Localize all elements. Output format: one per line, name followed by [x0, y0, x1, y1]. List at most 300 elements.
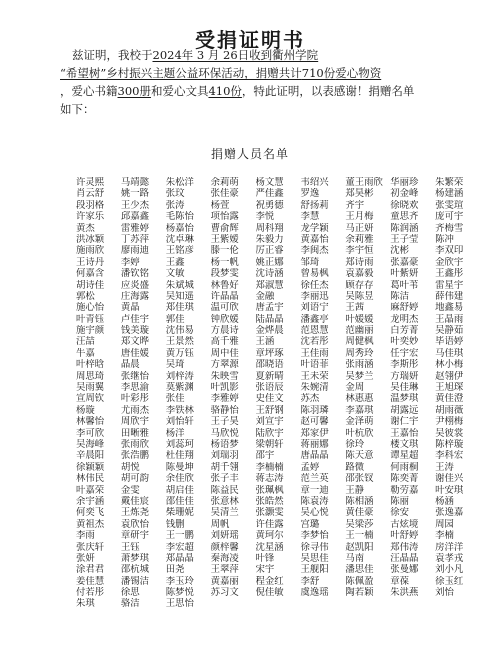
donor-name: 李雨: [76, 530, 95, 542]
donor-name: 颜梓馨: [210, 541, 239, 553]
donor-name: 杨萱: [210, 199, 230, 211]
donor-name: 厉正睿: [255, 245, 284, 257]
donor-name: 黄杰: [76, 222, 95, 234]
donor-name: 邵宇: [255, 450, 275, 462]
donor-name: 方瑞妍: [390, 370, 419, 382]
donor-name: 潘思佳: [345, 564, 374, 576]
donor-name: 朱琪: [76, 598, 95, 610]
donor-name: 唐孟宇: [255, 302, 284, 314]
donor-name: 王涛: [435, 461, 454, 473]
donor-name: 邹琦: [300, 256, 320, 268]
donor-name: 金融: [255, 290, 275, 302]
donor-name: 王子莹: [390, 233, 419, 245]
donor-name: 施心怡: [76, 302, 105, 314]
donor-name: 金雯: [120, 484, 140, 496]
donor-name: 吴梦兰: [345, 370, 374, 382]
donor-name: 刘语宁: [300, 302, 329, 314]
donor-name: 田尧: [165, 564, 185, 576]
donor-name: 杨洋: [165, 427, 185, 439]
donor-name: 黄晶: [120, 302, 140, 314]
donor-name: 李玉玲: [165, 575, 194, 587]
donor-name: 杨一帆: [210, 256, 239, 268]
donor-name: 朱繁荣: [435, 177, 464, 188]
donor-name: 陈天意: [345, 450, 374, 462]
donor-name: 汪晶晶: [390, 552, 419, 564]
donor-name: 钟欣媛: [210, 313, 239, 325]
donor-name: 地鑫易: [435, 302, 464, 314]
donor-name: 陈羽璘: [300, 404, 329, 416]
donor-name: 路微: [345, 461, 365, 473]
donor-name: 周科翔: [255, 222, 284, 234]
donor-name: 陈润涵: [390, 222, 419, 234]
donor-name: 朱婉清: [300, 382, 329, 394]
donor-name: 邵杭城: [120, 564, 150, 576]
donor-name: 李慧: [300, 211, 320, 223]
line2-suffix: 爱心物资: [335, 66, 382, 80]
donor-name: 尤雨杰: [120, 404, 150, 416]
donor-name: 郑伟涛: [390, 541, 419, 553]
donor-name: 施宇颜: [76, 325, 105, 337]
donor-name: 柴珊妮: [165, 507, 194, 519]
donor-name: 戴佳宸: [120, 495, 150, 507]
donor-name: 刘蕊珂: [165, 438, 194, 450]
donor-name: 李闽杰: [300, 245, 329, 257]
donor-name: 韦绍兴: [300, 177, 329, 188]
donor-name: 邵佳佳: [165, 495, 194, 507]
donor-name: 毛陈怡: [165, 211, 194, 223]
body-line-4: [60, 100, 472, 118]
donor-name: 李斯彤: [390, 359, 419, 371]
donor-name: 范恩慧: [300, 325, 329, 337]
donor-name: 晶晨: [120, 359, 140, 371]
donor-name: 陈奕菁: [390, 473, 419, 485]
donor-name: 姚一路: [120, 188, 150, 200]
donor-name: 王月梅: [345, 211, 374, 223]
donor-name: 何雨桐: [390, 461, 419, 473]
donor-name: 张语辰: [255, 382, 284, 394]
donor-name: 宋宇: [255, 564, 275, 576]
donor-name: 骆静怡: [210, 404, 239, 416]
donor-name: 方翠源: [210, 359, 239, 371]
donor-name: 金周: [345, 382, 365, 394]
donor-name: 叶锋: [255, 552, 275, 564]
donor-name: 钱美璇: [120, 325, 150, 337]
donor-name: 黄万钰: [165, 347, 194, 359]
donor-name: 段羽格: [76, 199, 105, 211]
donor-name: 吴心悦: [300, 507, 329, 519]
donor-name: 叶彩彤: [120, 393, 150, 405]
donor-name: 文敏: [165, 268, 185, 280]
donor-name: 徐玉红: [435, 575, 464, 587]
donor-name: 吴知遥: [165, 290, 194, 302]
donor-name: 田晰雅: [120, 427, 150, 439]
donor-name: 初金峰: [390, 188, 419, 200]
donor-name: 任宇宏: [390, 347, 419, 359]
donor-name: 周思琦: [76, 370, 105, 382]
donor-name: 宫璐: [300, 518, 320, 530]
donor-name: 林鲁好: [210, 279, 239, 291]
page-title: 受捐证明书: [195, 28, 305, 52]
donor-name: 蒋志涛: [255, 473, 284, 485]
donor-name: 张浩鹏: [120, 450, 150, 462]
donor-name: 周健枫: [345, 336, 374, 348]
donor-name: 徐安: [390, 507, 409, 519]
donor-name: 吴佳琳: [390, 382, 419, 394]
donor-name: 刘怡: [435, 587, 454, 599]
donor-name: 杨语梦: [210, 438, 239, 450]
donor-name: 黄祖杰: [76, 518, 105, 530]
donor-name: 王嘉怡: [390, 427, 419, 439]
donor-name: 黄嘉丽: [210, 575, 239, 587]
donor-name: 马靖懿: [120, 177, 150, 188]
donor-name: 李丽迅: [300, 290, 329, 302]
donor-name: 许家乐: [76, 211, 105, 223]
donor-name: 沈卓琳: [165, 233, 194, 245]
donor-name: 张嘉豪: [390, 256, 419, 268]
stationery-count: 410份: [208, 84, 242, 98]
donor-name: 叶媛媛: [345, 313, 374, 325]
donor-name: 何奕飞: [76, 507, 105, 519]
donor-name: 赵凯阳: [345, 541, 374, 553]
donor-name: 辛晨阳: [76, 450, 105, 462]
donor-name: 王钰: [120, 541, 140, 553]
donor-name: 陈佩盈: [345, 575, 374, 587]
donor-name: 丁苏萍: [120, 233, 150, 245]
donor-name: 苏杰: [300, 393, 320, 405]
donor-name: 刘瑞羽: [210, 450, 239, 462]
donor-name: 王子昊: [210, 416, 239, 428]
donor-name: 郑诗雨: [345, 256, 374, 268]
donor-name: 李可欣: [76, 427, 105, 439]
donor-name: 陈冲: [435, 233, 454, 245]
donor-list-title: 捐赠人员名单: [210, 147, 289, 161]
donor-name: 徐颖颖: [76, 461, 105, 473]
donor-name: 吴思佳: [300, 552, 329, 564]
body-line-2: [60, 64, 472, 82]
donor-name: 余莉萌: [210, 177, 239, 188]
donor-name: 史佳文: [255, 393, 284, 405]
body-line-1: [72, 46, 472, 64]
donor-name: 张雨欣: [120, 438, 150, 450]
donor-name: 龙学颖: [300, 222, 329, 234]
donor-name: 张逸嘉: [435, 507, 464, 519]
donor-name: 朱毅力: [255, 233, 284, 245]
donor-name: 陈洁: [390, 290, 409, 302]
donor-name: 胡露远: [390, 404, 419, 416]
donor-name: 王一楠: [345, 530, 374, 542]
donor-name: 叶紫妍: [390, 268, 419, 280]
activity-text: “希望树”乡村振兴主题公益环保活动，捐赠共计: [60, 66, 302, 80]
donor-name: 潘鑫亭: [300, 313, 329, 325]
body-line-3: [60, 82, 472, 100]
donor-name: 郭佳: [165, 313, 185, 325]
donor-name: 朱映雪: [210, 370, 239, 382]
donor-name: 沈彬: [390, 245, 409, 257]
donor-name: 项怡露: [210, 211, 239, 223]
donor-name: 叶嘉荣: [76, 484, 105, 496]
donor-name: 李舒: [300, 575, 320, 587]
donor-name: 杨嘉怡: [165, 222, 194, 234]
donor-name: 郑晶晶: [165, 552, 194, 564]
donor-name: 范幽丽: [345, 325, 374, 337]
donor-name: 洪冰颖: [76, 233, 105, 245]
donor-name: 程金红: [255, 575, 284, 587]
donor-name: 袁欣怡: [120, 518, 150, 530]
donor-name: 姚正娜: [255, 256, 284, 268]
donor-name: 马欣悦: [210, 427, 239, 439]
donor-name: 王茜: [345, 302, 365, 314]
donor-name: 卢佳宇: [120, 313, 150, 325]
donor-name: 徐寻伟: [300, 541, 329, 553]
line3-mid: 和爱心文具: [150, 84, 209, 98]
donor-name: 高千雅: [210, 336, 239, 348]
donor-name: 罗逸: [300, 188, 320, 200]
donor-name: 郑家伊: [300, 427, 329, 439]
donor-name: 杨璇: [76, 404, 95, 416]
donor-name: 付若彤: [76, 587, 105, 599]
donor-name: 周帆: [210, 518, 230, 530]
donor-name: 姜佳慧: [76, 575, 105, 587]
donor-name: 张皓然: [255, 495, 284, 507]
donor-name: 金烨晨: [255, 325, 284, 337]
donor-name: 邵张钗: [345, 473, 374, 485]
donor-name: 杨涵: [435, 495, 454, 507]
donor-name: 章葆: [390, 575, 409, 587]
donor-name: 段梦雯: [210, 268, 239, 280]
donor-name: 叶青钰: [76, 313, 105, 325]
donor-name: 张佳豪: [210, 188, 239, 200]
donor-name: 朱洪燕: [390, 587, 419, 599]
donor-name: 刘宣宇: [255, 416, 284, 428]
date-text: 2024年 3 月 26日收到衢州学院: [152, 48, 319, 62]
donor-name: 王铭彦: [165, 245, 194, 257]
donor-name: 林惠惠: [345, 393, 374, 405]
donor-name: 舒扬莉: [300, 199, 329, 211]
donor-name: 叶凯影: [210, 382, 239, 394]
donor-name: 王旭琛: [435, 382, 464, 394]
donor-name: 陶若颖: [345, 587, 374, 599]
donor-name: 谢佳兴: [435, 473, 464, 485]
donor-name: 余宇涵: [76, 495, 105, 507]
donor-name: 刘怡轩: [165, 416, 194, 428]
donor-name: 王诗丹: [76, 256, 105, 268]
donor-name: 王静: [345, 484, 365, 496]
donor-name: 应炎盛: [120, 279, 150, 291]
donor-name: 李宏超: [165, 541, 194, 553]
donor-name: 王涵: [255, 336, 275, 348]
donor-name: 雷雅婷: [120, 222, 150, 234]
donor-name: 华丽珍: [390, 177, 419, 188]
donor-name: 顾存存: [345, 279, 374, 291]
donor-name: 吴静茹: [435, 325, 464, 337]
donor-name: 尹栩梅: [435, 416, 464, 428]
total-count: 710份: [301, 66, 336, 80]
donor-name: 刘小凡: [435, 564, 464, 576]
donor-name: 叶语菲: [300, 359, 329, 371]
books-count: 300册: [117, 84, 151, 98]
donor-name: 林馨怡: [76, 416, 105, 428]
donor-name: 庄海露: [120, 290, 150, 302]
donor-name: 古炫境: [390, 518, 419, 530]
donor-name: 王思怡: [165, 598, 194, 610]
donor-name: 沈若彤: [300, 336, 329, 348]
donor-name: 方晨诗: [210, 325, 239, 337]
donor-name: 吴陈昱: [345, 290, 374, 302]
donor-name: 张庆轩: [76, 541, 105, 553]
donor-name: 李思渝: [120, 382, 150, 394]
donor-name: 李铁林: [165, 404, 194, 416]
donor-name: 孟婷: [300, 461, 320, 473]
donor-name: 胡悦: [120, 461, 140, 473]
donor-name: 张佳: [165, 393, 185, 405]
donor-name: 雷星宇: [435, 279, 464, 291]
donor-name: 张涛: [165, 199, 185, 211]
donor-name: 袁嘉毅: [345, 268, 374, 280]
donor-name: 李嘉琪: [345, 404, 374, 416]
donor-name: 唐佳媛: [120, 347, 150, 359]
donor-name: 陈梓璇: [435, 438, 464, 450]
donor-name: 黄佳澄: [435, 393, 464, 405]
donor-name: 吴梁莎: [345, 518, 374, 530]
donor-name: 李梦怡: [300, 530, 329, 542]
donor-name: 谭星超: [390, 450, 419, 462]
donor-name: 李双印: [435, 245, 464, 257]
donor-name: 郭松: [76, 290, 95, 302]
certificate-body: [60, 46, 472, 118]
donor-name: 苏习文: [210, 587, 239, 599]
donor-name: 朱斌城: [165, 279, 194, 291]
donor-name: 黄珂尔: [255, 530, 284, 542]
donor-name: 林小梅: [435, 359, 464, 371]
donor-name: 王鑫: [165, 256, 185, 268]
donor-name: 童思齐: [390, 211, 419, 223]
donor-name: 廖雨迪: [120, 245, 150, 257]
donor-name: 徐玲: [345, 438, 365, 450]
donor-name: 叶舒婷: [390, 530, 419, 542]
donor-name: 王佳雨: [300, 347, 329, 359]
donor-name: 陈梦悦: [165, 587, 194, 599]
donor-name: 何嘉含: [76, 268, 105, 280]
donor-name: 章坪琢: [255, 347, 284, 359]
donor-name: 余莉雅: [345, 233, 374, 245]
donor-name: 萧梦琪: [120, 552, 150, 564]
donor-name: 马正妍: [345, 222, 374, 234]
donor-name: 叶梓晗: [76, 359, 105, 371]
intro-text: 兹证明，我校于: [72, 48, 153, 62]
donor-name: 周欣宇: [120, 416, 150, 428]
donor-name: 李宇恒: [345, 245, 374, 257]
donor-name: 李科宏: [435, 450, 464, 462]
donor-name: 郑淑慧: [255, 279, 284, 291]
donor-name: 陈丽: [390, 495, 409, 507]
donor-name: 陈相涵: [345, 495, 374, 507]
donor-name: 莫紫渊: [165, 382, 194, 394]
donor-name: 楼文琪: [390, 438, 419, 450]
donor-name: 邵晓语: [255, 359, 284, 371]
donor-name: 李悦: [255, 211, 275, 223]
donor-name: 杨文慧: [255, 177, 284, 188]
donor-name: 汪喆: [76, 336, 95, 348]
donor-name: 张灏雯: [255, 507, 284, 519]
donor-name: 潘锡洁: [120, 575, 150, 587]
donor-name: 曹俞辉: [210, 222, 239, 234]
donor-name: 施雨欣: [76, 245, 105, 257]
donor-name: 张雨涵: [345, 359, 374, 371]
donor-name-grid: [76, 177, 480, 610]
line3-suffix: ，特此证明，以表感谢！捐赠名单: [241, 84, 415, 98]
donor-name: 张妍: [76, 552, 95, 564]
donor-name: 王未荣: [300, 370, 329, 382]
donor-name: 梁朝轩: [255, 438, 284, 450]
donor-name: 周园: [435, 518, 454, 530]
donor-name: 马佳琪: [435, 347, 464, 359]
donor-name: 徐任杰: [300, 279, 329, 291]
donor-name: 葛叶苇: [390, 279, 419, 291]
donor-name: 唐晶晶: [300, 450, 329, 462]
donor-name: 陆晶晶: [255, 313, 284, 325]
donor-name: 吴彼裳: [435, 427, 464, 439]
donor-name: 夏新晴: [255, 370, 284, 382]
donor-name: 滕一伦: [210, 245, 239, 257]
donor-name: 王翠萍: [210, 564, 239, 576]
donor-name: 许佳露: [255, 518, 284, 530]
donor-name: 张子丰: [210, 473, 239, 485]
donor-name: 虞逸瑶: [300, 587, 329, 599]
donor-name: 胡雨薇: [435, 404, 464, 416]
donor-name: 许灵熙: [76, 177, 105, 188]
donor-name: 李婷: [120, 256, 140, 268]
donor-name: 胡可韵: [120, 473, 150, 485]
donor-name: 齐宇: [345, 199, 365, 211]
donor-name: 赵翎伊: [435, 370, 464, 382]
donor-name: 勒劳嘉: [390, 484, 419, 496]
donor-name: 张意林: [210, 495, 239, 507]
donor-name: 严佳鑫: [255, 188, 284, 200]
donor-name: 秦海凌: [210, 552, 239, 564]
donor-name: 陆欣宇: [255, 427, 284, 439]
donor-name: 叶杭欣: [345, 427, 374, 439]
donor-name: 徐晓欢: [390, 199, 419, 211]
line3-prefix: ，爱心书籍: [60, 84, 118, 98]
donor-name: 骆洁: [120, 598, 140, 610]
donor-name: 沈伟易: [165, 325, 194, 337]
donor-name: 宣周钦: [76, 393, 105, 405]
donor-name: 谢仁宇: [390, 416, 419, 428]
donor-name: 周中佳: [210, 347, 239, 359]
donor-name: 刘妍瑶: [210, 530, 239, 542]
donor-name: 陈袁涛: [300, 495, 329, 507]
donor-name: 李雅婷: [210, 393, 239, 405]
donor-name: 张雯瑄: [435, 199, 464, 211]
donor-name: 庞可宇: [435, 211, 464, 223]
donor-name: 王晶雨: [435, 313, 464, 325]
donor-name: 范兰英: [300, 473, 329, 485]
donor-name: 章研宇: [120, 530, 150, 542]
donor-name: 吴琦: [165, 359, 185, 371]
donor-name: 许晶晶: [210, 290, 239, 302]
donor-name: 林伟民: [76, 473, 105, 485]
donor-name: 郑文晔: [120, 336, 150, 348]
donor-name: 张曼娜: [390, 564, 419, 576]
donor-name: 王景然: [165, 336, 194, 348]
donor-name: 吴雨翼: [76, 382, 105, 394]
donor-name: 肖云舒: [76, 188, 105, 200]
line4-text: 如下：: [60, 102, 95, 116]
donor-name: 杜佳翔: [165, 450, 194, 462]
donor-name: 张继怡: [120, 370, 150, 382]
donor-name: 黄嘉怡: [300, 233, 329, 245]
donor-name: 齐梅雪: [435, 222, 464, 234]
